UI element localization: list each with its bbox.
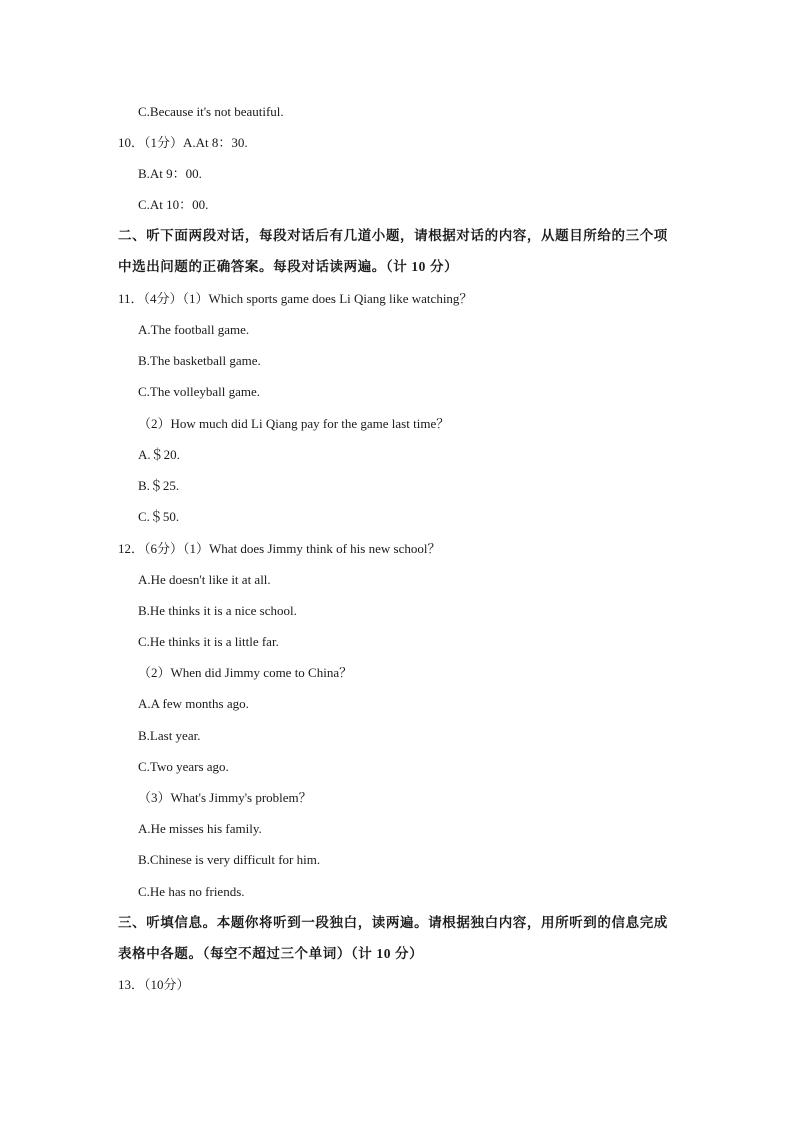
answer-option: C.Because it's not beautiful. — [138, 104, 284, 119]
answer-option: B.Last year. — [138, 728, 201, 743]
answer-option: C.＄50. — [138, 509, 180, 524]
question-12: 12．（6分）（1）What does Jimmy think of his new school？ — [118, 541, 441, 556]
answer-option: C.At 10：00. — [138, 197, 209, 212]
section-heading: 中选出问题的正确答案。每段对话读两遍。（计 10 分） — [118, 259, 459, 274]
section-heading: 三、听填信息。本题你将听到一段独白，读两遍。请根据独白内容，用所听到的信息完成 — [118, 915, 668, 930]
answer-option: B.＄25. — [138, 478, 180, 493]
answer-option: C.He thinks it is a little far. — [138, 634, 279, 649]
section-heading: 二、听下面两段对话，每段对话后有几道小题，请根据对话的内容，从题目所给的三个项 — [118, 228, 668, 243]
answer-option: B.Chinese is very difficult for him. — [138, 852, 321, 867]
answer-option: C.Two years ago. — [138, 759, 229, 774]
answer-option: A.The football game. — [138, 322, 250, 337]
answer-option: A.He doesn't like it at all. — [138, 572, 271, 587]
answer-option: C.The volleyball game. — [138, 384, 261, 399]
answer-option: A.A few months ago. — [138, 696, 249, 711]
answer-option: C.He has no friends. — [138, 884, 245, 899]
answer-option: B.At 9：00. — [138, 166, 202, 181]
answer-option: A.He misses his family. — [138, 821, 262, 836]
section-heading: 表格中各题。（每空不超过三个单词）（计 10 分） — [118, 946, 424, 961]
question-10: 10．（1分）A.At 8：30. — [118, 135, 248, 150]
question-13: 13．（10分） — [118, 977, 190, 992]
sub-question: （2）When did Jimmy come to China？ — [138, 665, 353, 680]
sub-question: （2）How much did Li Qiang pay for the game last time？ — [138, 416, 450, 431]
answer-option: B.He thinks it is a nice school. — [138, 603, 297, 618]
answer-option: B.The basketball game. — [138, 353, 261, 368]
question-11: 11．（4分）（1）Which sports game does Li Qiang like watching？ — [118, 291, 473, 306]
sub-question: （3）What's Jimmy's problem？ — [138, 790, 312, 805]
answer-option: A.＄20. — [138, 447, 180, 462]
